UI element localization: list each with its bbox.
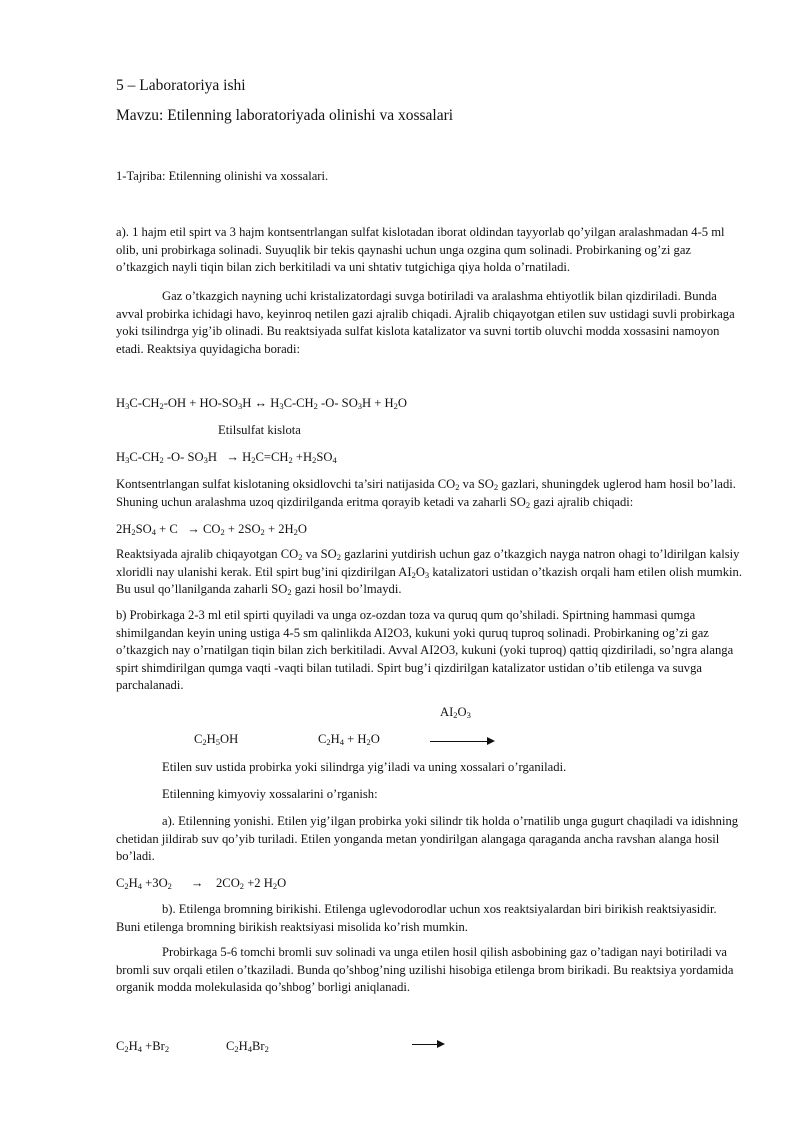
paragraph-chem-props: Etilenning kimyoviy xossalarini o’rganish:: [162, 787, 378, 801]
paragraph-heating: Gaz o’tkazgich nayning uchi kristalizatordagi suvga botiriladi va aralashma ehtiyotlik bilan qizdiriladi. Bunda avval probirka ichidagi havo, keyinroq netilen gazi ajralib chiqadi. Ajralib chiqayotgan etilen suv ustidagi suvli probirkaga yoki tsilindrga yig’ib olinadi. Bu reaktsiyada sulfat kislota katalizator va suvni tortib oluvchi modda xossasini namoyon etadi. Reaktsiya quyidagicha boradi:: [116, 289, 735, 356]
equation-3: $2H_2SO_4 + C \to CO_2 + 2SO_2 + 2H_2O$: [116, 522, 307, 537]
paragraph-a: a). 1 hajm etil spirt va 3 hajm kontsentrlangan sulfat kislotadan iborat oldindan tayyorlab qo’yilgan aralashmadan 4-5 ml olib, uni probirkaga solinadi. Suyuqlik bir tekis qaynashi uchun unga ozgina qum solinadi. Probirkaning og’zi gaz o’tkazgich nayli tiqin bilan zich berkitiladi va uni shtativ tutgichiga qiya holda o’rnatiladi.: [116, 225, 725, 275]
reaction-arrow-line: [412, 1044, 438, 1045]
paragraph-collect: Etilen suv ustida probirka yoki silindrga yig’iladi va uning xossalari o’rganiladi.: [162, 760, 567, 774]
reaction-arrow-icon: [437, 1040, 445, 1048]
lab-title: 5 – Laboratoriya ishi: [116, 77, 246, 94]
equation-2: $H_3C-CH_2$ -O- $SO_3H \to H_2C=CH_2 +H_2SO_4$: [116, 450, 337, 465]
equation-5: $C_2H_4 +3O_2$ → $2CO_2 +2$ $H_2O$: [116, 876, 287, 891]
experiment-heading: 1-Tajriba: Etilenning olinishi va xossalari.: [116, 169, 329, 183]
equation-4-catalyst: $AI_2O_3$: [440, 705, 471, 720]
reaction-arrow-line: [430, 741, 488, 742]
paragraph-b: b) Probirkaga 2-3 ml etil spirti quyiladi va unga oz-ozdan toza va quruq qum qo’shiladi. Spirtning hammasi qumga shimilgandan keyin uning ustiga 4-5 sm qalinlikda AI2O3, kukuni yoki quruq tuproq solinadi. Probirkaning og’zi gaz o’tkazgich nay o’rnatilgan tiqin bilan zich berkitiladi. Avval AI2O3, kukuni (yoki tuproq) qattiq qizdiriladi, so’ngra alanga spirt shimdirilgan qumga vaqti -vaqti bilan tutiladi. Spirt bug’i qizdirilgan katalizator ustidan o’tib etilenga va suvga parchalanadi.: [116, 608, 734, 693]
paragraph-bromine-water: Probirkaga 5-6 tomchi bromli suv solinadi va unga etilen hosil qilish asbobining gaz o’tadigan nayi botiriladi va bromli suv orqali etilen o’tkaziladi. Bunda qo’shbog’ning uzilishi hisobiga etilenga brom birikadi. Bu reaktsiya yordamida organik modda molekulasida qo’shbog’ borligi aniqlanadi.: [116, 945, 734, 995]
paragraph-combustion: a). Etilenning yonishi. Etilen yig’ilgan probirka yoki silindr tik holda o’rnatilib unga gugurt chaqiladi va idishning chetidan jildirab suv qo’yib turiladi. Etilen yonganda metan yondirilgan alangaga qaraganda ancha ravshan alanga hosil bo’ladi.: [116, 814, 739, 864]
equation-4-right: $C_2H_4 + H_2O$: [318, 732, 380, 747]
equation-6-left: $C_2H_4 +Br_2$: [116, 1039, 170, 1054]
equation-1-label: Etilsulfat kislota: [218, 423, 301, 437]
paragraph-oxidation: Kontsentrlangan sulfat kislotaning oksidlovchi ta’siri natijasida $CO_2$ va $SO_2$ gazlari, shuningdek uglerod ham hosil bo’ladi. Shuning uchun aralashma uzoq qizdirilganda eritma qorayib ketadi va zaharli $SO_2$ gazi ajralib chiqadi:: [116, 477, 736, 510]
paragraph-bromine: b). Etilenga bromning birikishi. Etilenga uglevodorodlar uchun xos reaktsiyalardan biri birikish reaktsiyasidir. Buni etilenga bromning birikish reaktsiyasi misolida ko’rish mumkin.: [116, 902, 717, 934]
equation-6-right: $C_2H_4Br_2$: [226, 1039, 269, 1054]
reaction-arrow-icon: [487, 737, 495, 745]
paragraph-natron: Reaktsiyada ajralib chiqayotgan $CO_2$ va $SO_2$ gazlarini yutdirish uchun gaz o’tkazgich nayga natron ohagi to’ldirilgan kalsiy xloridli nay ulanishi kerak. Etil spirt bug’ini qizdirilgan $AI_2O_3$ katalizatori ustidan o’tkazish orqali ham etilen olish mumkin. Bu usul qo’llanilganda zaharli $SO_2$ gazi hosil bo’lmaydi.: [116, 547, 742, 598]
equation-1: $H_3C-CH_2-OH + HO-SO_3H$ ↔ $H_3C-CH_2$ -O- $SO_3H + H_2O$: [116, 396, 407, 411]
lab-subject: Mavzu: Etilenning laboratoriyada olinishi va xossalari: [116, 107, 454, 124]
equation-4-left: $C_2H_5OH$: [194, 732, 239, 747]
